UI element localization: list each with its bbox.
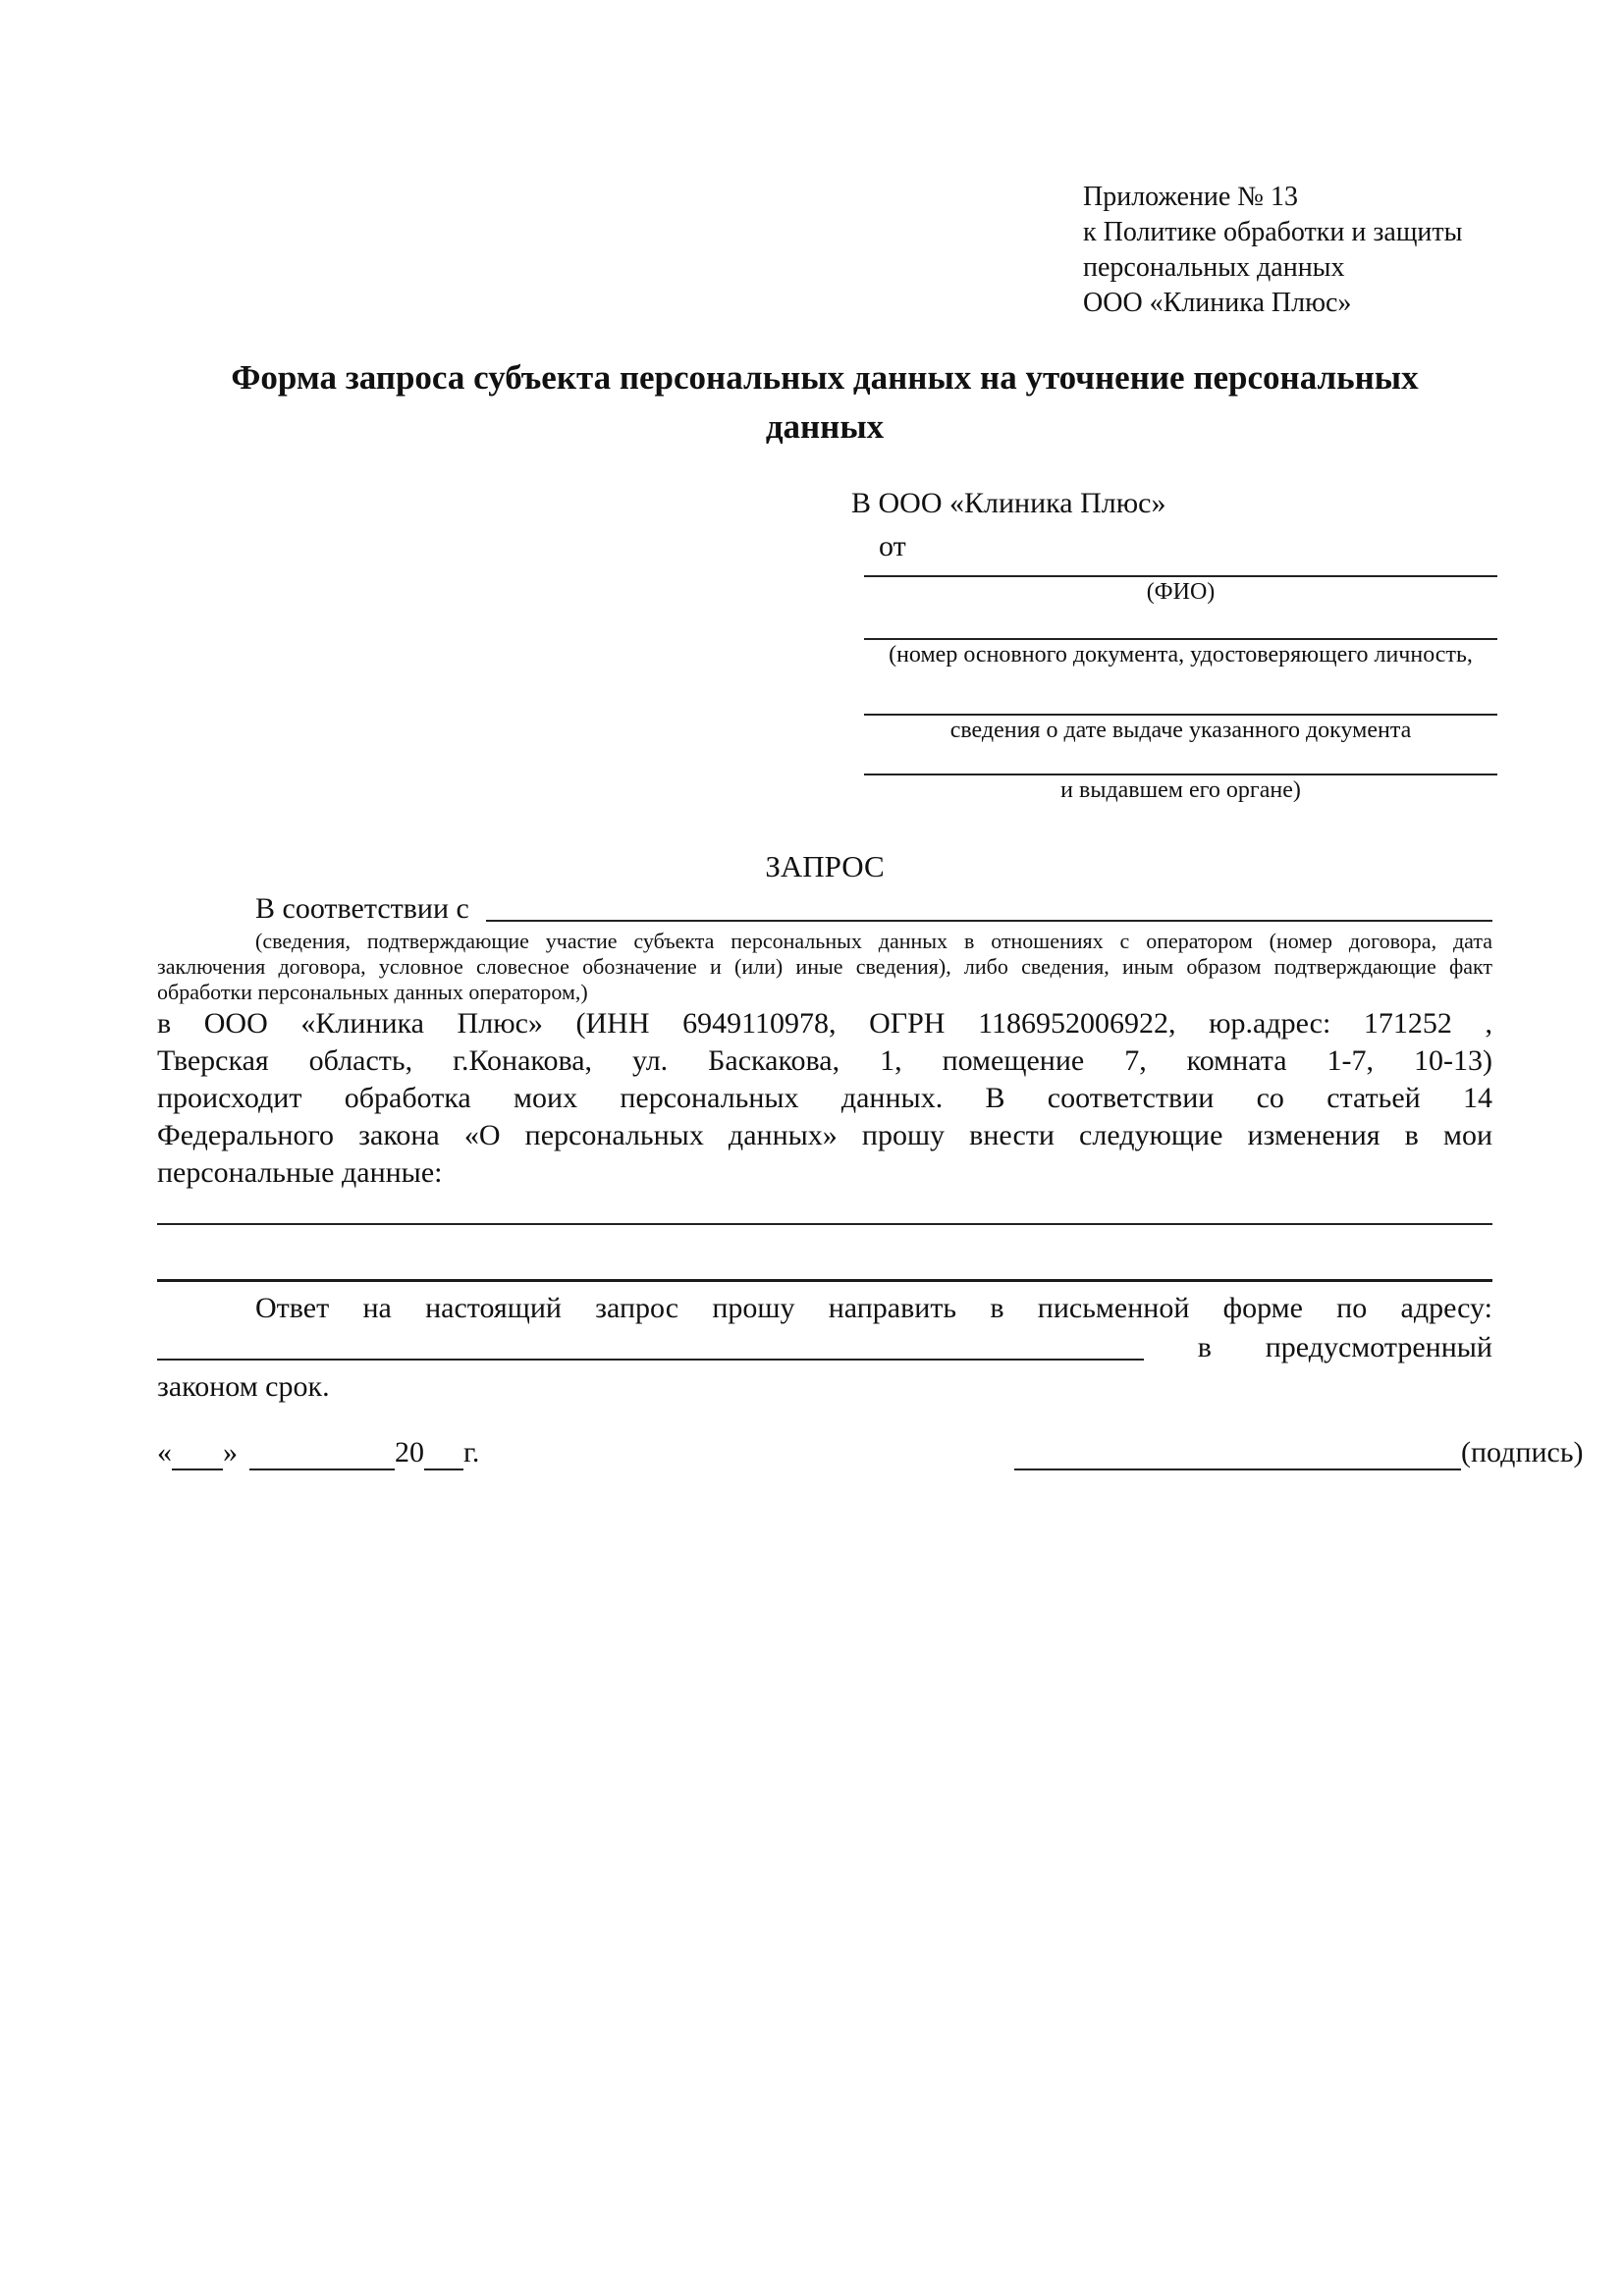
request-body [157,1005,1492,1192]
reply-word-term: предусмотренный [1265,1331,1492,1363]
changes-field-line-1[interactable] [157,1223,1492,1225]
signature-row [1014,1435,1584,1470]
signature-caption: (подпись) [1461,1436,1584,1468]
appendix-line: к Политике обработки и защиты [1083,217,1463,247]
field-caption-fio: (ФИО) [1146,579,1216,605]
document-title-text: Форма запроса субъекта персональных данных на уточнение персональных данных [231,358,1419,446]
date-year-suffix: г. [463,1436,480,1468]
date-close-quote: » [223,1436,238,1468]
appendix-block [1083,180,1554,321]
document-title [157,353,1492,452]
reply-address-row [157,1328,1492,1367]
reply-block [157,1289,1492,1407]
date-open-quote: « [157,1436,172,1468]
intro-note-line: заключения договора, условное словесное обозначение и (или) иные сведения), либо сведения, иным образом подтверждающие факт [157,954,1492,979]
body-line: Федерального закона «О персональных данных» прошу внести следующие изменения в мои [157,1119,1492,1151]
appendix-line: персональных данных [1083,252,1345,283]
field-caption-issuing-authority: и выдавшем его органе) [1060,777,1301,803]
basis-field-line[interactable] [486,889,1492,922]
date-row [157,1435,479,1470]
reply-text: Ответ на настоящий запрос прошу направить в письменной форме по адресу: [255,1292,1492,1324]
date-year-field-line[interactable] [424,1439,463,1470]
reply-word-in: в [1197,1331,1212,1363]
body-line: происходит обработка моих персональных данных. В соответствии со статьей 14 [157,1082,1492,1114]
intro-note-line: обработки персональных данных оператором,) [157,980,588,1004]
request-heading: ЗАПРОС [765,849,885,883]
date-month-field-line[interactable] [249,1439,395,1470]
intro-note-line: (сведения, подтверждающие участие субъекта персональных данных в отношениях с оператором (номер договора, дата [255,929,1492,953]
changes-field-line-2[interactable] [157,1279,1492,1282]
intro-note [157,929,1492,1005]
field-caption-document-number: (номер основного документа, удостоверяющего личность, [889,642,1473,667]
body-line: персональные данные: [157,1156,443,1189]
applicant-fields [864,550,1497,805]
appendix-line: ООО «Клиника Плюс» [1083,288,1352,318]
body-line: в ООО «Клиника Плюс» (ИНН 6949110978, ОГРН 1186952006922, юр.адрес: 171252 , [157,1007,1492,1040]
reply-closing: законом срок. [157,1370,330,1403]
signature-field-line[interactable] [1014,1439,1461,1470]
intro-prefix: В соответствии с [255,892,477,925]
field-caption-issue-date: сведения о дате выдаче указанного документа [949,718,1412,743]
body-line: Тверская область, г.Конакова, ул. Баскакова, 1, помещение 7, комната 1-7, 10-13) [157,1044,1492,1077]
date-year-prefix: 20 [395,1436,424,1468]
address-field-line[interactable] [157,1359,1144,1361]
appendix-line: Приложение № 13 [1083,182,1298,212]
intro-row [157,889,1492,929]
date-day-field-line[interactable] [172,1439,223,1470]
addressee-org: В ООО «Клиника Плюс» [851,487,1166,519]
from-label: от [879,530,906,562]
